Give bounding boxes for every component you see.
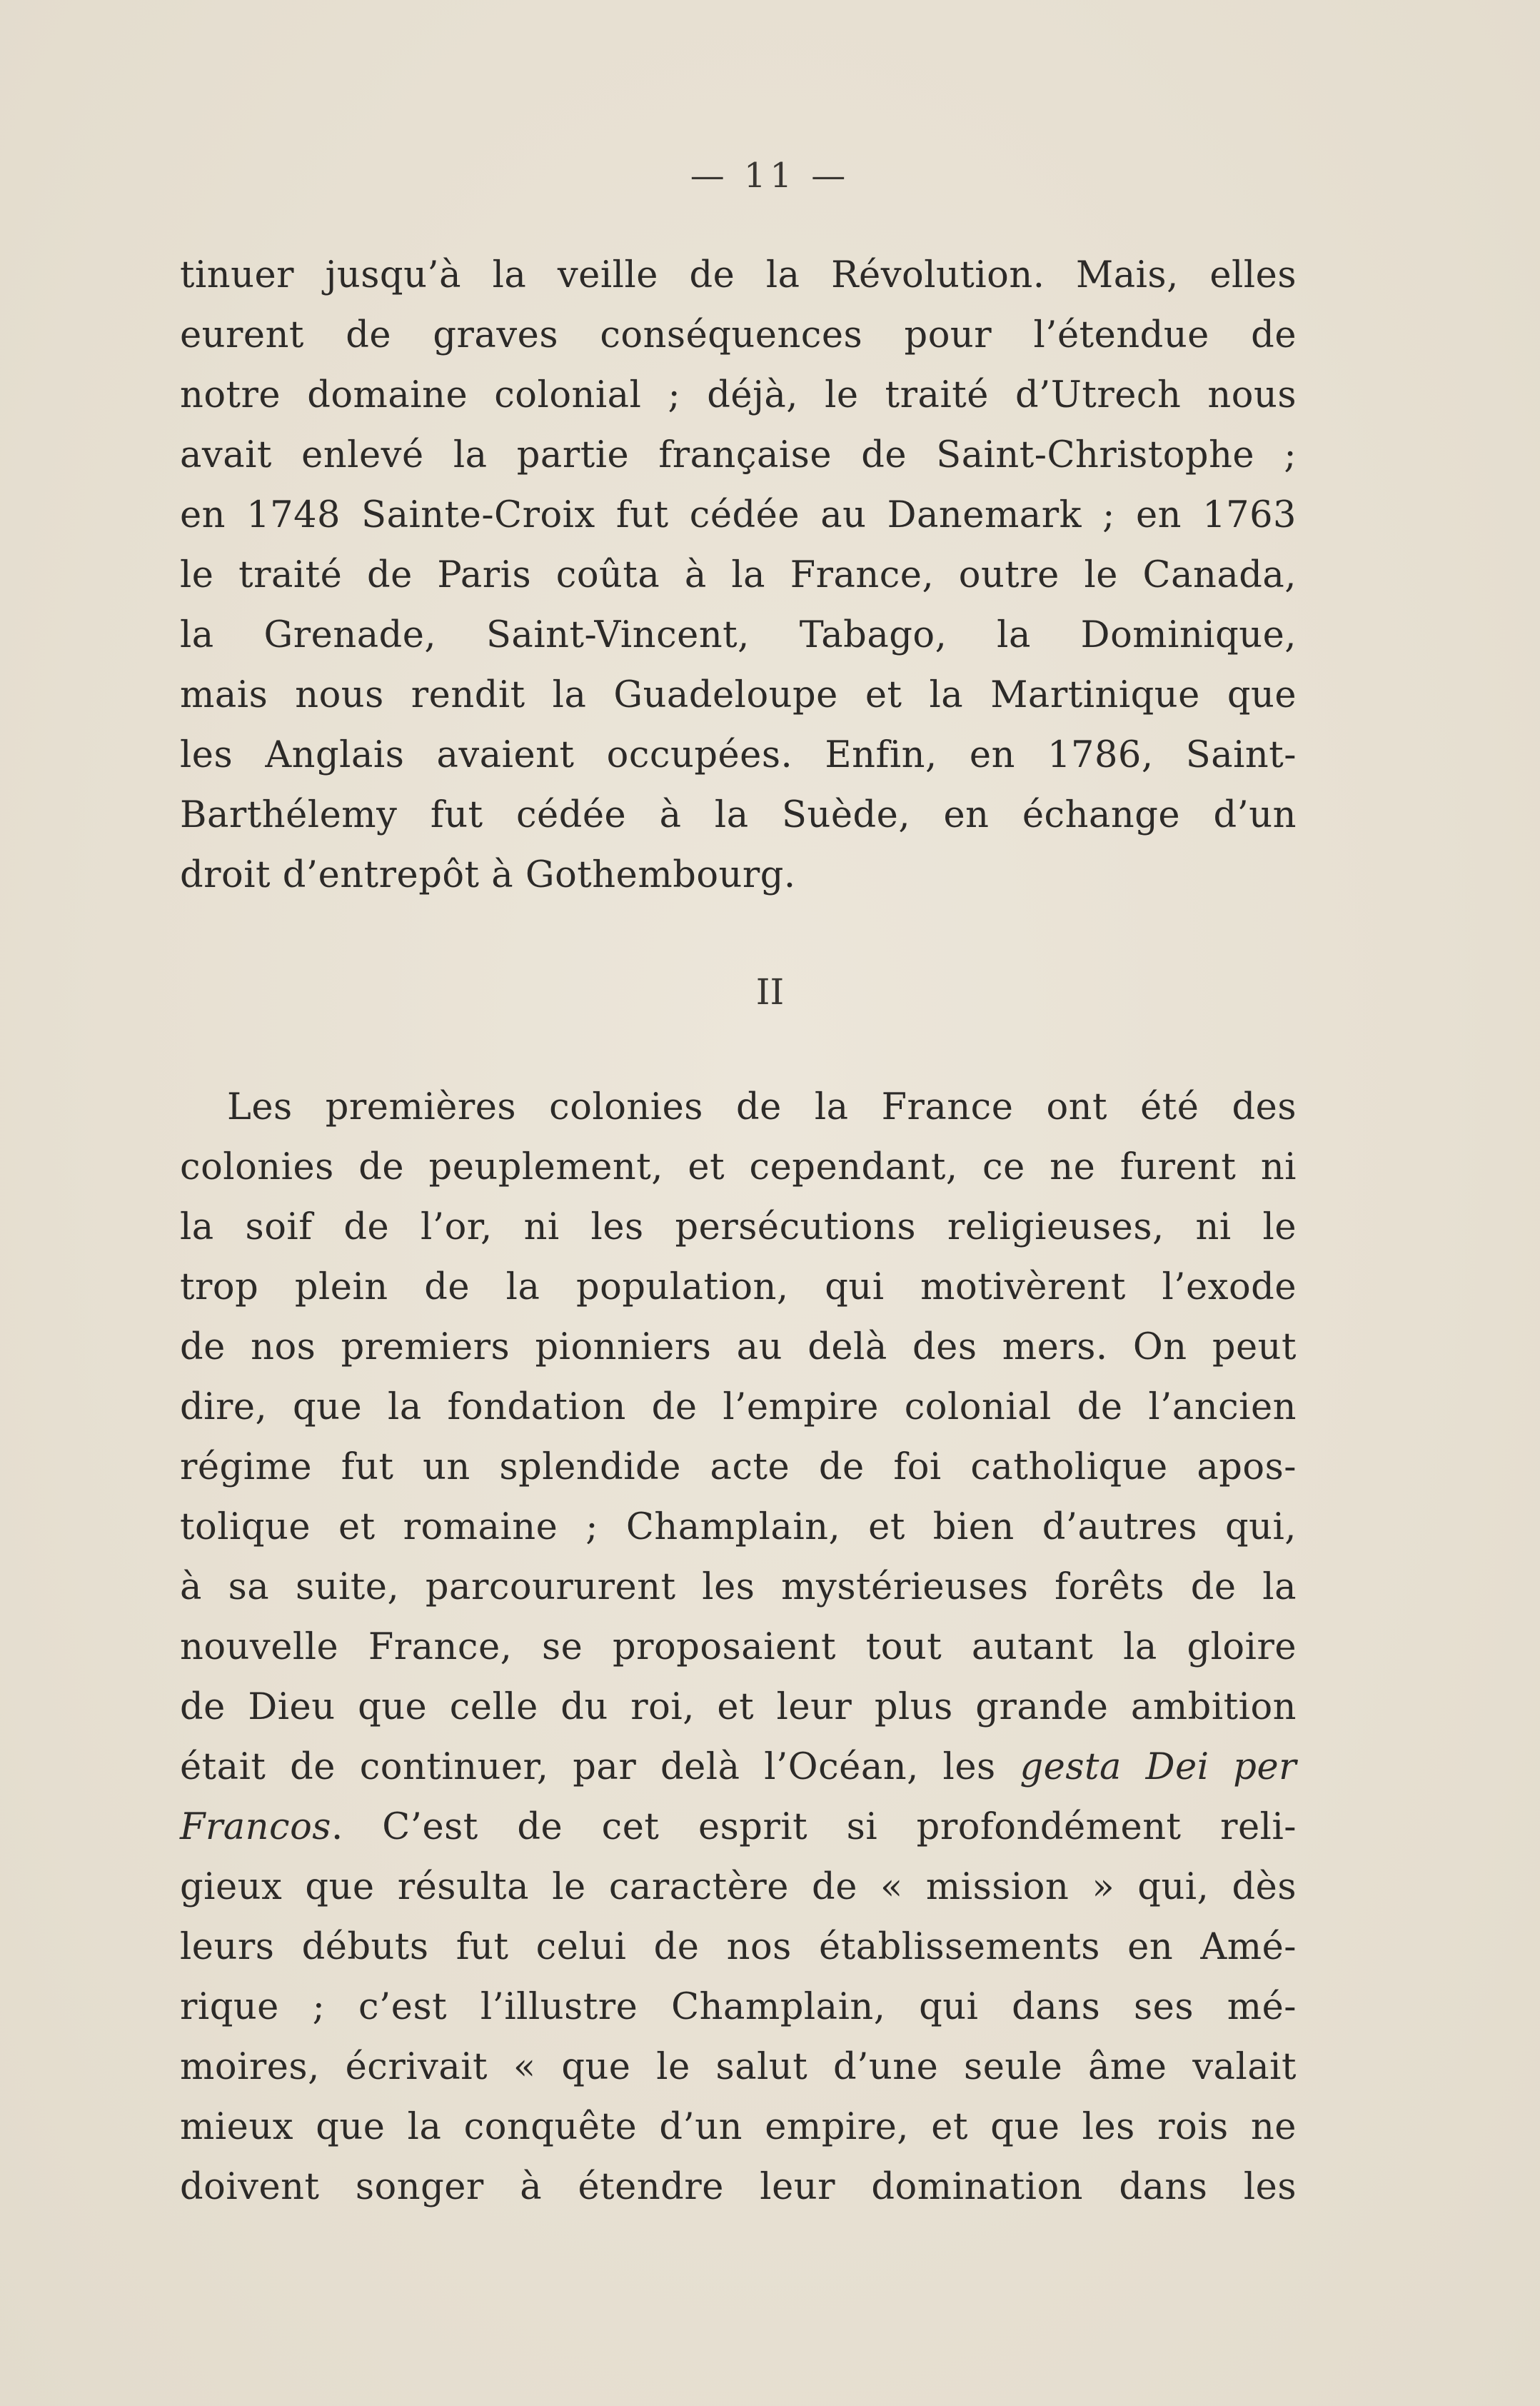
section-numeral: II (755, 971, 785, 1013)
text-line: la soif de l’or, ni les persécutions religieuses, ni le (180, 1206, 1297, 1248)
text-line-with-italic (180, 1798, 1297, 1858)
text-line: dire, que la fondation de l’empire colonial de l’ancien (180, 1386, 1297, 1428)
text-line: la Grenade, Saint-Vincent, Tabago, la Dominique, (180, 614, 1297, 656)
italic-phrase: Francos (180, 1806, 331, 1848)
paragraph-2 (180, 1078, 1297, 2217)
text-line: le traité de Paris coûta à la France, outre le Canada, (180, 554, 1297, 596)
page-number: — 11 — (690, 156, 850, 196)
text-line: tolique et romaine ; Champlain, et bien d’autres qui, (180, 1506, 1297, 1548)
text-line: régime fut un splendide acte de foi catholique apos- (180, 1446, 1297, 1488)
text-line: mieux que la conquête d’un empire, et que les rois ne (180, 2106, 1297, 2148)
text-line: mais nous rendit la Guadeloupe et la Martinique que (180, 674, 1297, 716)
text-line: Barthélemy fut cédée à la Suède, en échange d’un (180, 794, 1297, 836)
text-line: avait enlevé la partie française de Saint-Christophe ; (180, 434, 1297, 476)
text-line: nouvelle France, se proposaient tout autant la gloire (180, 1626, 1297, 1668)
text-line: moires, écrivait « que le salut d’une seule âme valait (180, 2046, 1297, 2088)
text-line: colonies de peuplement, et cependant, ce ne furent ni (180, 1146, 1297, 1188)
text-line: de Dieu que celle du roi, et leur plus grande ambition (180, 1686, 1297, 1728)
text-segment: . C’est de cet esprit si profondément reli- (331, 1806, 1297, 1848)
text-line: tinuer jusqu’à la veille de la Révolution. Mais, elles (180, 254, 1297, 296)
text-line-with-italic (180, 1738, 1297, 1798)
text-line: notre domaine colonial ; déjà, le traité d’Utrech nous (180, 374, 1297, 416)
text-line: rique ; c’est l’illustre Champlain, qui dans ses mé- (180, 1986, 1297, 2028)
text-line: Les premières colonies de la France ont été des (227, 1086, 1297, 1128)
text-line: eurent de graves conséquences pour l’étendue de (180, 314, 1297, 356)
text-line: en 1748 Sainte-Croix fut cédée au Danemark ; en 1763 (180, 494, 1297, 536)
text-line: les Anglais avaient occupées. Enfin, en 1786, Saint- (180, 734, 1297, 776)
text-line: droit d’entrepôt à Gothembourg. (180, 854, 796, 896)
text-line: trop plein de la population, qui motivèrent l’exode (180, 1266, 1297, 1308)
text-line: à sa suite, parcoururent les mystérieuses forêts de la (180, 1566, 1297, 1608)
text-line: de nos premiers pionniers au delà des mers. On peut (180, 1326, 1297, 1368)
italic-phrase: gesta Dei per (1020, 1746, 1297, 1788)
text-line: doivent songer à étendre leur domination dans les (180, 2166, 1297, 2208)
paragraph-1 (180, 246, 1297, 906)
text-line: leurs débuts fut celui de nos établissements en Amé- (180, 1926, 1297, 1968)
text-line: gieux que résulta le caractère de « mission » qui, dès (180, 1866, 1297, 1908)
text-segment: était de continuer, par delà l’Océan, les (180, 1746, 996, 1788)
